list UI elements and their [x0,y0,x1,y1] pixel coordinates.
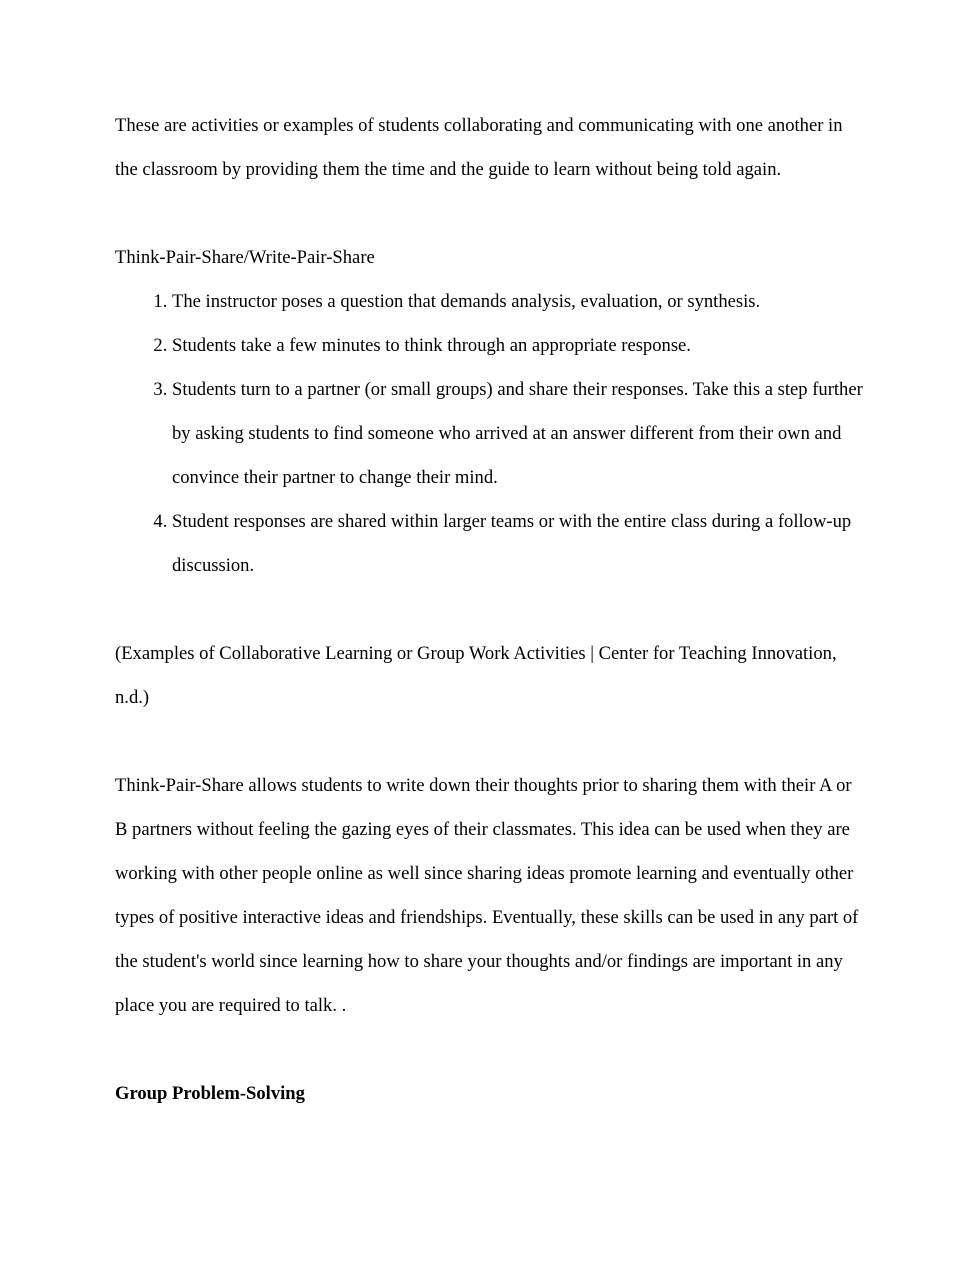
paragraph-spacer [115,588,867,632]
list-item: 2. Students take a few minutes to think through an appropriate response. [172,324,867,368]
intro-paragraph: These are activities or examples of students collaborating and communicating with one another in the classroom by providing them the time and the guide to learn without being told again. [115,115,843,180]
paragraph-spacer [115,1028,867,1072]
citation-paragraph: (Examples of Collaborative Learning or Group Work Activities | Center for Teaching Innovation, n.d.) [115,643,837,708]
document-body [115,104,867,1116]
reflection-paragraph: Think-Pair-Share allows students to write down their thoughts prior to sharing them with their A or B partners without feeling the gazing eyes of their classmates. This idea can be used when they are working with other people online as well since sharing ideas promote learning and eventually other types of positive interactive ideas and friendships. Eventually, these skills can be used in any part of the student's world since learning how to share your thoughts and/or findings are important in any place you are required to talk. . [115,775,859,1016]
steps-list [115,280,867,588]
list-item: 4. Student responses are shared within larger teams or with the entire class during a follow-up discussion. [172,500,867,588]
paragraph-spacer [115,720,867,764]
group-problem-solving-heading: Group Problem-Solving [115,1083,305,1104]
list-item: 1. The instructor poses a question that demands analysis, evaluation, or synthesis. [172,280,867,324]
list-item: 3. Students turn to a partner (or small groups) and share their responses. Take this a step further by asking students to find someone who arrived at an answer different from their own and convince their partner to change their mind. [172,368,867,500]
paragraph-spacer [115,192,867,236]
section-title: Think-Pair-Share/Write-Pair-Share [115,247,375,268]
